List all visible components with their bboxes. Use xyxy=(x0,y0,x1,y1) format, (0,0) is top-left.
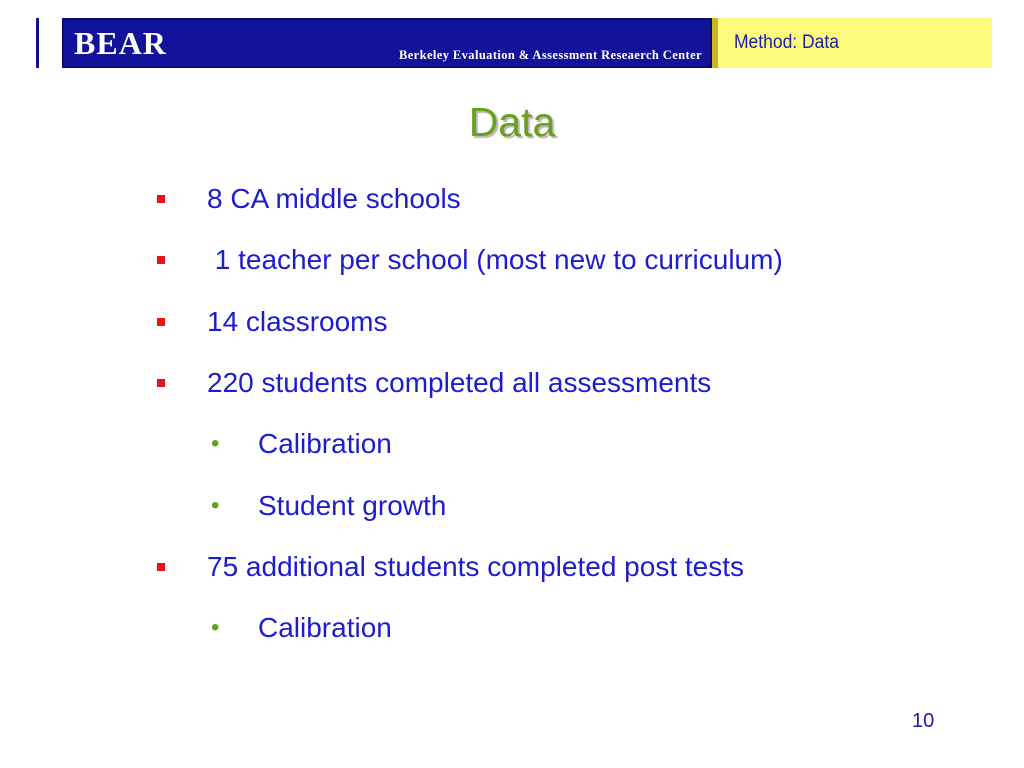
list-item xyxy=(0,551,1000,591)
green-dot-bullet-icon: • xyxy=(211,430,220,457)
slide-title: Data xyxy=(468,99,556,145)
red-square-bullet-icon xyxy=(157,379,165,387)
list-item xyxy=(0,306,1000,346)
bullet-text: Calibration xyxy=(258,612,392,643)
bear-logo: BEAR xyxy=(74,25,167,61)
list-item xyxy=(0,490,1000,530)
page-number: 10 xyxy=(912,710,935,732)
list-item xyxy=(0,183,1000,223)
bullet-text: 220 students completed all assessments xyxy=(207,367,712,398)
list-item xyxy=(0,428,1000,468)
red-square-bullet-icon xyxy=(157,563,165,571)
red-square-bullet-icon xyxy=(157,318,165,326)
bullet-text: 14 classrooms xyxy=(207,306,388,337)
section-label: Method: Data xyxy=(734,32,839,53)
red-square-bullet-icon xyxy=(157,195,165,203)
bullet-text: Student growth xyxy=(258,490,447,521)
bullet-text: Calibration xyxy=(258,428,392,459)
list-item xyxy=(0,367,1000,407)
red-square-bullet-icon xyxy=(157,256,165,264)
brand-subtitle: Berkeley Evaluation & Assessment Reseaerch Center xyxy=(398,48,702,62)
green-dot-bullet-icon: • xyxy=(211,492,220,519)
bullet-text: 75 additional students completed post tests xyxy=(207,551,745,582)
bullet-text: 8 CA middle schools xyxy=(207,183,461,214)
bullet-text: 1 teacher per school (most new to curriculum) xyxy=(207,244,783,275)
list-item xyxy=(0,612,1000,652)
green-dot-bullet-icon: • xyxy=(211,614,220,641)
list-item xyxy=(0,244,1000,284)
